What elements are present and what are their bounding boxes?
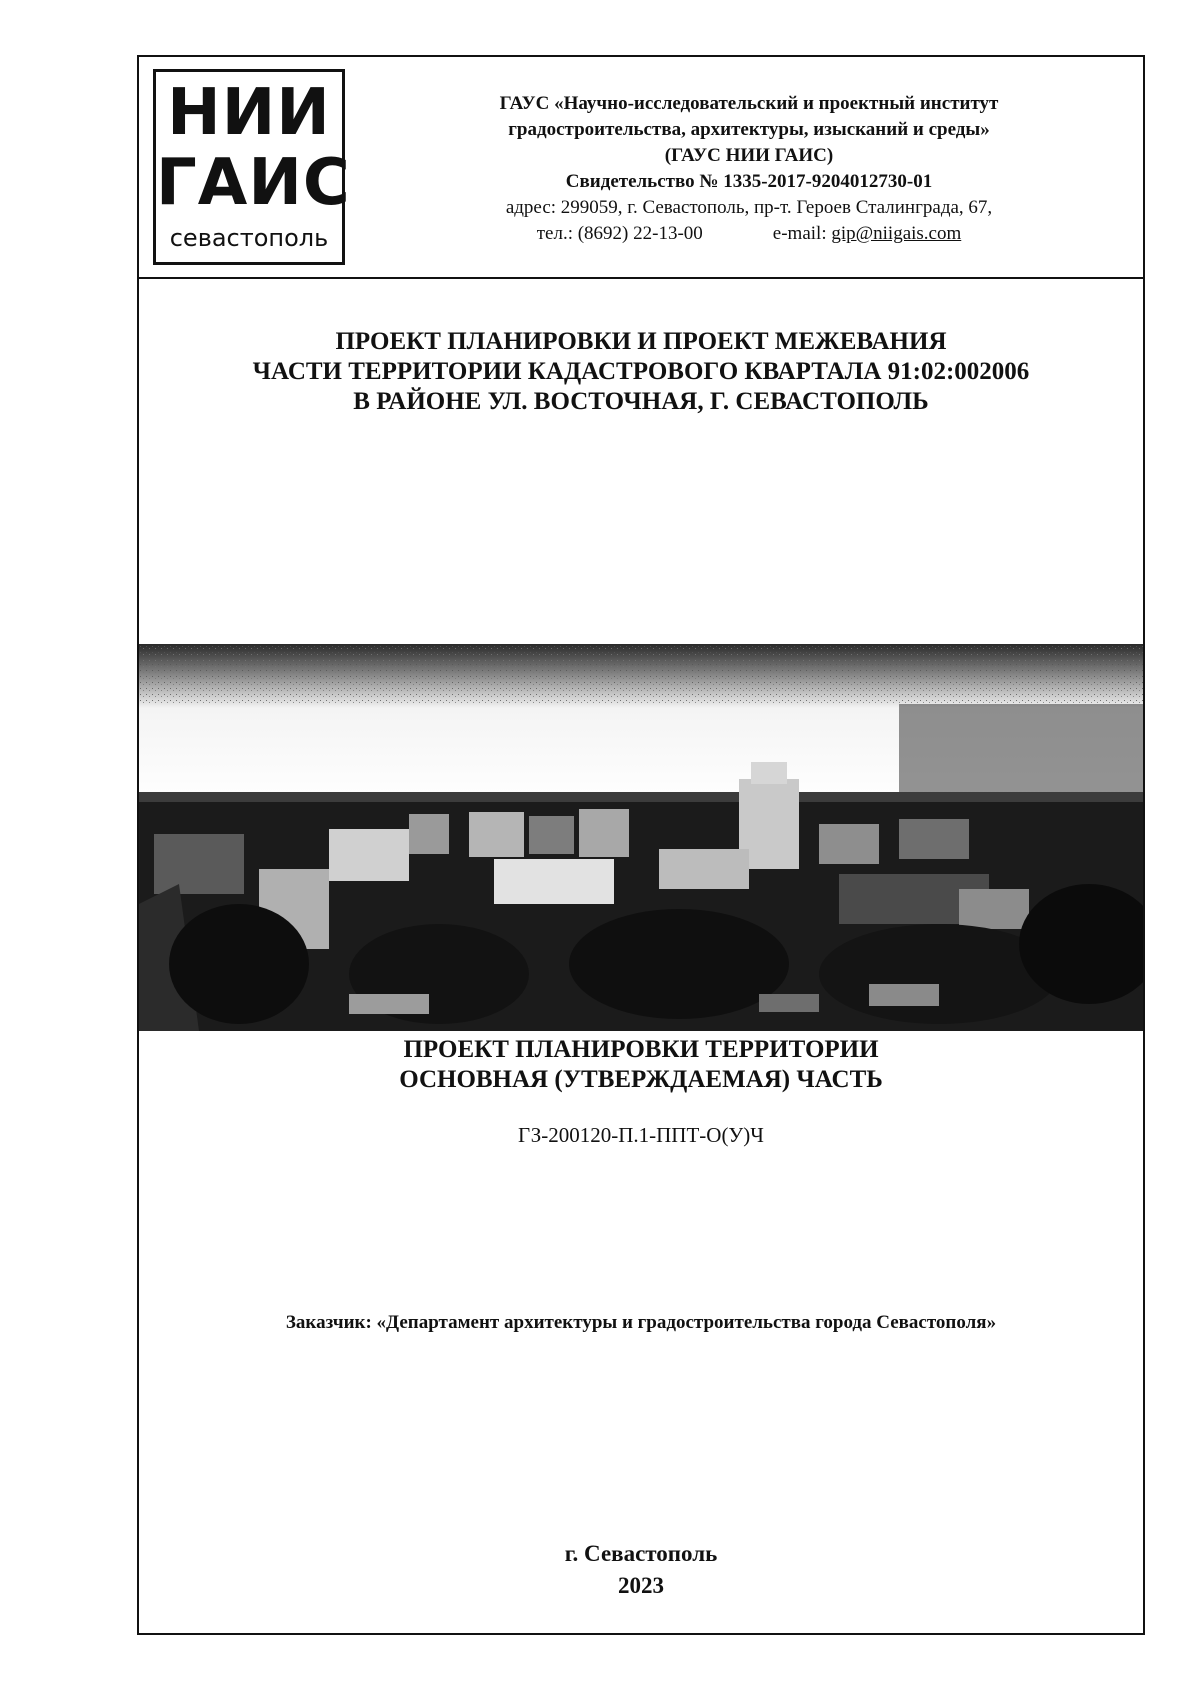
header-block: [139, 57, 1143, 279]
logo-text-nii: НИИ: [167, 76, 331, 150]
footer-city: г. Севастополь: [564, 1541, 718, 1566]
section-title-line-2: ОСНОВНАЯ (УТВЕРЖДАЕМАЯ) ЧАСТЬ: [399, 1066, 883, 1093]
document-code: ГЗ-200120-П.1-ППТ-О(У)Ч: [518, 1123, 764, 1147]
title-page-frame: [137, 55, 1145, 1635]
org-name-line1: ГАУС «Научно-исследовательский и проектный институт: [499, 93, 999, 114]
footer-block: [139, 1538, 1143, 1602]
org-email-link[interactable]: gip@niigais.com: [831, 223, 962, 244]
org-phone: тел.: (8692) 22-13-00: [536, 223, 703, 244]
title-line-1: ПРОЕКТ ПЛАНИРОВКИ И ПРОЕКТ МЕЖЕВАНИЯ: [335, 328, 947, 355]
org-short-name: (ГАУС НИИ ГАИС): [664, 145, 834, 166]
city-panorama-image: [139, 644, 1143, 1031]
document-title: [139, 327, 1143, 417]
footer-year: 2023: [618, 1573, 664, 1598]
org-email-label: e-mail:: [772, 223, 832, 244]
section-title-line-1: ПРОЕКТ ПЛАНИРОВКИ ТЕРРИТОРИИ: [403, 1036, 879, 1063]
logo-text-city: севастополь: [169, 224, 329, 252]
city-panorama-photo: [139, 644, 1143, 1031]
title-line-2: ЧАСТИ ТЕРРИТОРИИ КАДАСТРОВОГО КВАРТАЛА 91:02:002006: [252, 358, 1030, 385]
customer-line: Заказчик: «Департамент архитектуры и градостроительства города Севастополя»: [285, 1312, 997, 1333]
title-line-3: В РАЙОНЕ УЛ. ВОСТОЧНАЯ, Г. СЕВАСТОПОЛЬ: [353, 388, 929, 415]
org-name-line2: градостроительства, архитектуры, изысканий и среды»: [508, 119, 990, 140]
org-address: адрес: 299059, г. Севастополь, пр-т. Героев Сталинграда, 67,: [505, 197, 993, 218]
org-certificate: Свидетельство № 1335-2017-9204012730-01: [565, 171, 933, 192]
organization-info: [379, 91, 1119, 247]
niigais-logo: [153, 69, 351, 265]
org-contacts: [379, 221, 1119, 247]
logo-text-gais: ГАИС: [156, 146, 351, 220]
section-title: [139, 1035, 1143, 1095]
